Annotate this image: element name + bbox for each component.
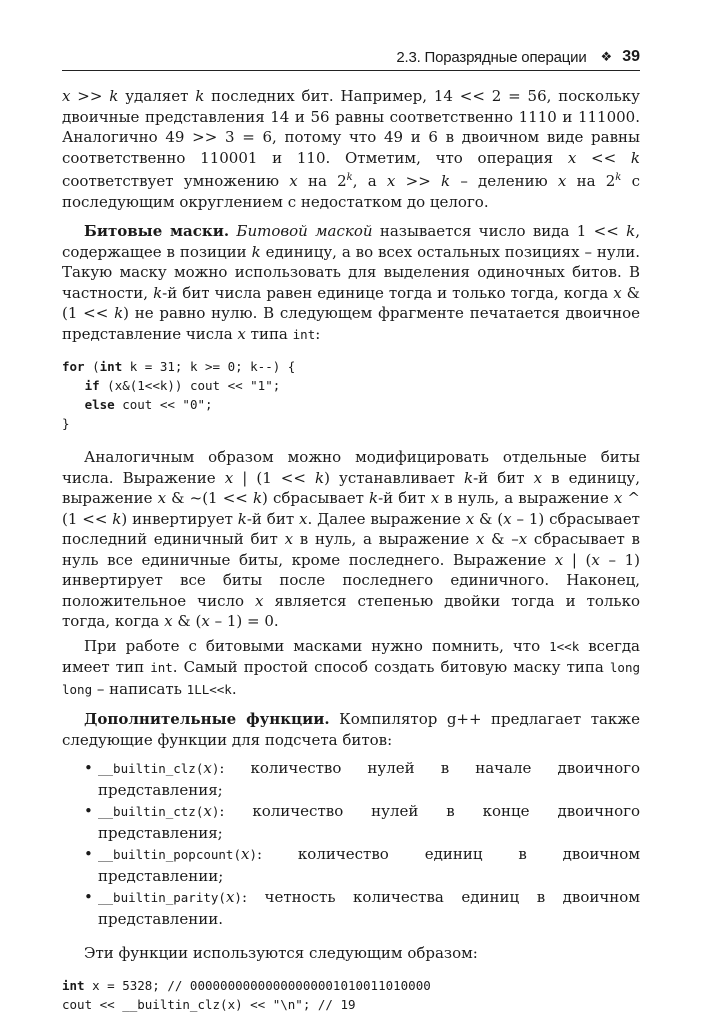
section-title: 2.3. Поразрядные операции — [396, 48, 587, 66]
paragraph-usage: Эти функции используются следующим образом: — [84, 944, 478, 962]
heading-extra-functions: Дополнительные функции. — [84, 710, 330, 728]
list-item: • __builtin_popcount(x): количество единиц в двоичном представлении; — [84, 845, 640, 885]
paragraph-bitmasks: Битовые маски. Битовой маской называется число вида 1 << k, содержащее в позиции k единицу, а во всех остальных позициях – нули. Такую маску можно использовать для выделения одиночных битов. В частности, k-й бит числа равен единице тогда и только тогда, когда x & (1 << k) не равно нулю. В следующем фрагменте печатается двоичное представление числа x типа int: — [62, 222, 641, 343]
list-item: • __builtin_ctz(x): количество нулей в конце двоичного представления; — [84, 802, 640, 842]
paragraph-long-long: При работе с битовыми масками нужно помнить, что 1<<k всегда имеет тип int. Самый простой способ создать битовую маску типа long long – написать 1LL<<k. — [62, 636, 641, 698]
page-number: 39 — [622, 48, 640, 65]
paragraph-modify-bits: Аналогичным образом можно модифицировать отдельные биты числа. Выражение x | (1 << k) устанавливает k-й бит x в единицу, выражение x & ~(1 << k) сбрасывает k-й бит x в нуль, а выражение x ^ (1 << k) инвертирует k-й бит x. Далее выражение x & (x – 1) сбрасывает последний единичный бит x в нуль, а выражение x & –x сбрасывает в нуль все единичные биты, кроме последнего. Выражение x | (x – 1) инвертирует все биты после последнего единичного. Наконец, положительное число x является степенью двойки тогда и только тогда, когда x & (x – 1) = 0. — [62, 448, 640, 630]
heading-bitmasks: Битовые маски. — [84, 222, 230, 240]
list-item: • __builtin_clz(x): количество нулей в начале двоичного представления; — [84, 759, 640, 799]
running-header — [62, 44, 640, 71]
list-item: • __builtin_parity(x): четность количества единиц в двоичном представлении. — [84, 888, 640, 928]
ornament-icon: ❖ — [600, 49, 613, 64]
page-body — [62, 86, 640, 1028]
code-block-binary-print: for (int k = 31; k >= 0; k--) { if (x&(1<<k)) cout << "1"; else cout << "0"; } — [62, 359, 296, 431]
builtin-functions-list — [62, 758, 640, 929]
paragraph-shift: x >> k удаляет k последних бит. Например, 14 << 2 = 56, поскольку двоичные представления 14 и 56 равны соответственно 1110 и 111000. Аналогично 49 >> 3 = 6, потому что 49 и 6 в двоичном виде равны соответственно 110001 и 110. Отметим, что операция x << k соответствует умножению x на 2$^k$, а x >> k – делению x на 2$^k$ с последующим округлением с недостатком до целого. — [62, 87, 640, 211]
code-block-builtin-example: int x = 5328; // 00000000000000000001010011010000 cout << __builtin_clz(x) << "\n"; // 19 — [62, 977, 431, 1012]
paragraph-extra-functions: Дополнительные функции. Компилятор g++ предлагает также следующие функции для подсчета битов: — [62, 710, 640, 749]
